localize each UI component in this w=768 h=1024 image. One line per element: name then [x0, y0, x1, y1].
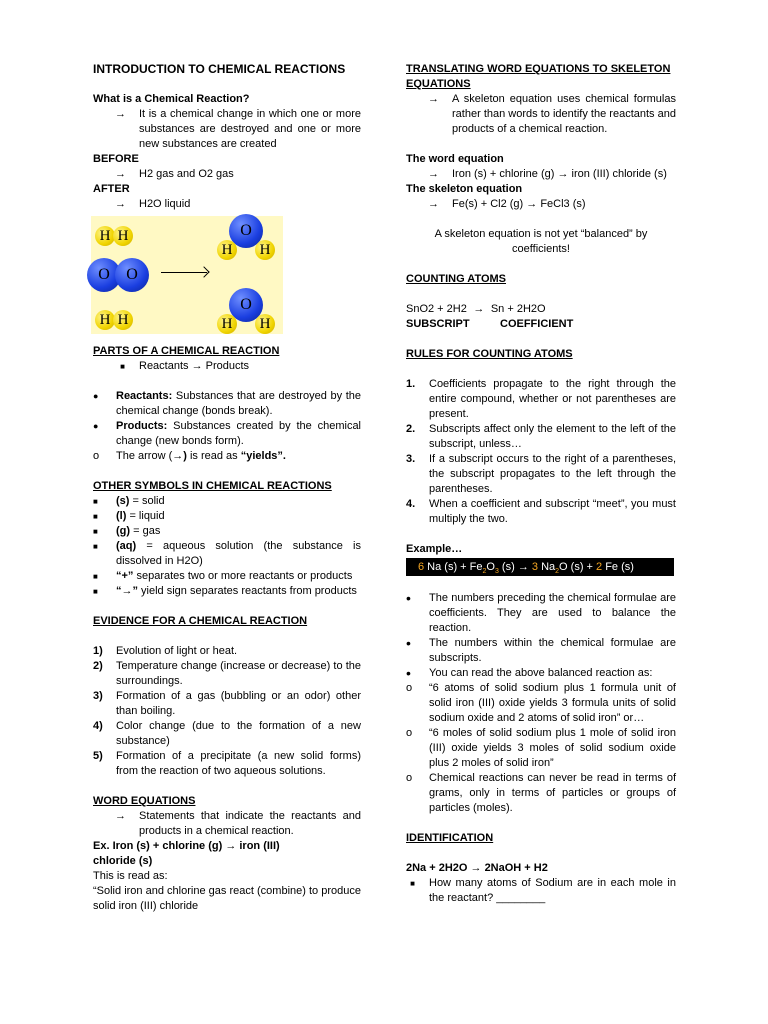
round-bullet-icon: ● [93, 421, 99, 431]
symbol-item: ■ (aq) = aqueous solution (the substance is dissolved in H2O) [93, 540, 361, 567]
oxygen-atom: O [229, 214, 263, 248]
example-label: Example… [406, 543, 463, 555]
right-arrow-icon: → [115, 810, 126, 822]
round-bullet-icon: • [406, 635, 411, 651]
evidence-list [93, 644, 361, 779]
list-number: 1. [406, 378, 416, 390]
list-number: 4) [93, 720, 103, 732]
circle-bullet-icon: o [406, 682, 413, 694]
evidence-heading: EVIDENCE FOR A CHEMICAL REACTION [93, 615, 308, 627]
notes-list [406, 591, 676, 816]
list-number: 2. [406, 423, 416, 435]
parts-heading: PARTS OF A CHEMICAL REACTION [93, 345, 280, 357]
symbol-item: ■ “→” yield sign separates reactants from products [93, 585, 357, 597]
word-equation-item: → Iron (s) + chlorine (g) → iron (III) chloride (s) [406, 167, 676, 182]
right-arrow-icon: → [428, 168, 439, 180]
list-number: 4. [406, 498, 416, 510]
example-equation: 6 Na $(s) + Fe_2O_3$ (s) → 3 $Na_2O$ (s) + 2 Fe (s) [406, 558, 674, 576]
document-title: INTRODUCTION TO CHEMICAL REACTIONS [93, 62, 346, 76]
identification-heading: IDENTIFICATION [406, 832, 494, 844]
right-arrow-icon: → [517, 561, 529, 573]
hydrogen-atom: H [255, 240, 275, 260]
parts-sub: ■ Reactants → Products [93, 359, 361, 374]
right-arrow-icon: → [428, 198, 439, 210]
right-arrow-icon: → [115, 108, 126, 120]
hydrogen-atom: H [217, 240, 237, 260]
hydrogen-atom: H [95, 310, 115, 330]
square-bullet-icon: ■ [93, 527, 98, 536]
right-arrow-icon: → [115, 168, 126, 180]
symbol-item: ■ “+” separates two or more reactants or products [93, 570, 353, 582]
square-bullet-icon: ■ [93, 572, 98, 581]
right-column [406, 62, 676, 906]
circle-bullet-icon: o [406, 772, 413, 784]
square-bullet-icon: ■ [93, 542, 98, 551]
symbol-item: ■ (g) = gas [93, 525, 161, 537]
skeleton-equation-label: The skeleton equation [406, 183, 523, 195]
round-bullet-icon: • [406, 590, 411, 606]
hydrogen-atom: H [113, 310, 133, 330]
molecule-diagram [91, 216, 283, 334]
hydrogen-atom: H [217, 314, 237, 334]
symbol-item: ■ (s) = solid [93, 495, 165, 507]
list-number: 2) [93, 660, 103, 672]
note-item: • The numbers within the chemical formulae are subscripts. [406, 635, 676, 664]
rules-heading: RULES FOR COUNTING ATOMS [406, 348, 573, 360]
list-number: 3) [93, 690, 103, 702]
square-bullet-icon: ■ [410, 879, 415, 888]
evidence-item: 1) Evolution of light or heat. [93, 645, 238, 657]
translate-heading: TRANSLATING WORD EQUATIONS TO SKELETON EQUATIONS [406, 63, 671, 90]
oxygen-atom: O [87, 258, 121, 292]
reactants-item: ● Reactants: Substances that are destroyed by the chemical change (bonds break). [93, 390, 361, 417]
rule-item: 2. Subscripts affect only the element to the left of the subscript, unless… [406, 423, 676, 450]
note-item: o Chemical reactions can never be read in terms of grams, only in terms of particles or groups of particles (moles). [406, 772, 676, 814]
arrow-item: o The arrow (→) is read as “yields”. [93, 450, 286, 462]
counting-labels: SUBSCRIPT COEFFICIENT [406, 318, 574, 330]
rule-item: 1. Coefficients propagate to the right through the entire compound, whether or not parentheses are present. [406, 378, 676, 420]
word-equation-label: The word equation [406, 153, 504, 165]
counting-equation: SnO2 + 2H2 → Sn + 2H2O [406, 303, 546, 315]
circle-bullet-icon: o [406, 727, 413, 739]
word-equations-definition: → Statements that indicate the reactants and products in a chemical reaction. [93, 809, 361, 839]
list-number: 5) [93, 750, 103, 762]
note-item: o “6 moles of solid sodium plus 1 mole of solid iron (III) oxide yields 3 moles of solid sodium oxide plus 2 moles of solid iron” [406, 727, 676, 769]
identification-question: ■ How many atoms of Sodium are in each mole in the reactant? ________ [383, 876, 676, 906]
counting-heading: COUNTING ATOMS [406, 273, 507, 285]
reaction-arrow-icon [161, 272, 207, 273]
circle-bullet-icon: o [93, 450, 100, 462]
symbol-item: ■ (l) = liquid [93, 510, 165, 522]
round-bullet-icon: • [406, 665, 411, 681]
rule-item: 4. When a coefficient and subscript “meet”, you must multiply the two. [406, 498, 676, 525]
left-column [93, 62, 361, 914]
note-item: • You can read the above balanced reaction as: [406, 665, 653, 681]
products-item: ● Products: Substances created by the chemical change (new bonds form). [93, 420, 361, 447]
word-example: Ex. Iron (s) + chlorine (g) → iron (III) chloride (s) [93, 840, 280, 867]
hydrogen-atom: H [95, 226, 115, 246]
identification-equation: 2Na + 2H2O → 2NaOH + H2 [406, 862, 548, 874]
evidence-item: 5) Formation of a precipitate (a new solid forms) from the reaction of two aqueous solutions. [93, 750, 361, 777]
right-arrow-icon: → [428, 93, 439, 105]
right-arrow-icon: → [115, 198, 126, 210]
word-read-label: This is read as: [93, 870, 168, 882]
oxygen-atom: O [229, 288, 263, 322]
round-bullet-icon: ● [93, 391, 99, 401]
square-bullet-icon: ■ [93, 587, 98, 596]
before-item: → H2 gas and O2 gas [93, 167, 361, 182]
rule-item: 3. If a subscript occurs to the right of a parentheses, the subscript propagates to the left through the parentheses. [406, 453, 676, 495]
square-bullet-icon: ■ [93, 497, 98, 506]
square-bullet-icon: ■ [93, 512, 98, 521]
oxygen-atom: O [115, 258, 149, 292]
skeleton-equation-item: → Fe(s) + Cl2 (g) → FeCl3 (s) [406, 197, 676, 212]
skeleton-note: A skeleton equation is not yet “balanced” by coefficients! [434, 228, 648, 255]
hydrogen-atom: H [255, 314, 275, 334]
evidence-item: 3) Formation of a gas (bubbling or an odor) other than boiling. [93, 690, 361, 717]
what-definition: → It is a chemical change in which one or more substances are destroyed and one or more new substances are created [93, 107, 361, 152]
note-item: o “6 atoms of solid sodium plus 1 formula unit of solid iron (III) oxide yields 3 formula units of solid sodium oxide and 2 atoms of solid iron” or… [406, 682, 676, 724]
rules-list [406, 377, 676, 527]
hydrogen-atom: H [113, 226, 133, 246]
after-label: AFTER [93, 183, 130, 195]
before-label: BEFORE [93, 153, 139, 165]
note-item: • The numbers preceding the chemical formulae are coefficients. They are used to balance the reaction. [406, 590, 676, 634]
right-arrow-icon: → [473, 303, 485, 315]
translate-definition: → A skeleton equation uses chemical formulas rather than words to identify the reactants and products of a chemical reaction. [406, 92, 676, 137]
list-number: 3. [406, 453, 416, 465]
word-equations-heading: WORD EQUATIONS [93, 795, 196, 807]
word-quote: “Solid iron and chlorine gas react (combine) to produce solid iron (III) chloride [93, 885, 361, 912]
after-item: → H2O liquid [93, 197, 361, 212]
what-heading: What is a Chemical Reaction? [93, 93, 250, 105]
evidence-item: 4) Color change (due to the formation of a new substance) [93, 720, 361, 747]
evidence-item: 2) Temperature change (increase or decrease) to the surroundings. [93, 660, 361, 687]
symbols-list [93, 494, 361, 599]
list-number: 1) [93, 645, 103, 657]
square-bullet-icon: ■ [120, 362, 125, 371]
symbols-heading: OTHER SYMBOLS IN CHEMICAL REACTIONS [93, 480, 332, 492]
